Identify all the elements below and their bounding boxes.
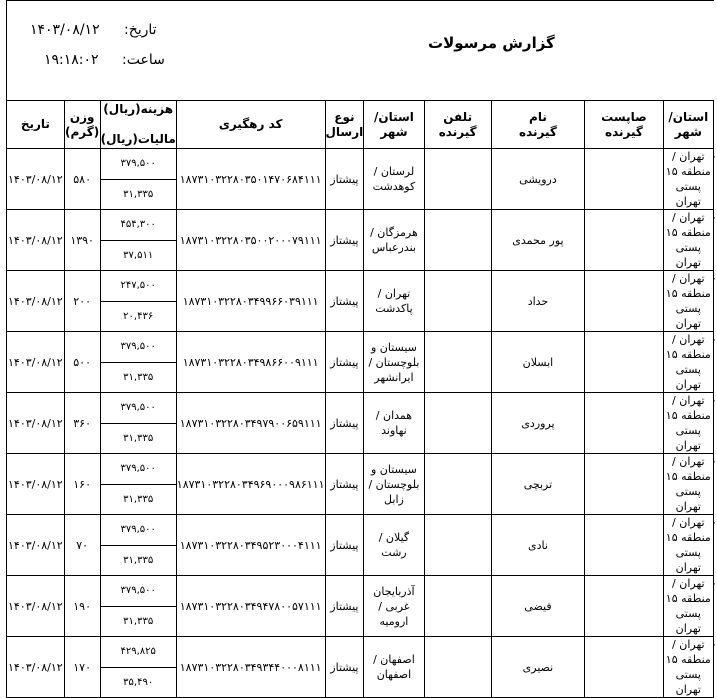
cell-recipient-phone bbox=[424, 210, 491, 271]
cell-sender-phone bbox=[585, 393, 663, 454]
cell-recipient-name: پور محمدی bbox=[491, 210, 585, 271]
cell-edge-text: ۰ bbox=[711, 272, 717, 285]
cell-sender-phone bbox=[585, 332, 663, 393]
cell-origin: تهران / منطقه ۱۵ پستی تهران ۰ bbox=[663, 454, 713, 515]
cell-tracking-code: ۱۸۷۳۱۰۳۲۲۸۰۳۴۹۵۲۳۰۰۰۴۱۱۱ bbox=[176, 515, 325, 576]
cell-sender-phone bbox=[585, 515, 663, 576]
col-header-recipient-name: نام گیرنده bbox=[491, 101, 585, 149]
cell-ship-type: پیشتاز bbox=[325, 637, 364, 698]
col-header-destination: استان/ شهر bbox=[364, 101, 424, 149]
report-title: گزارش مرسولات bbox=[428, 34, 555, 52]
cell-cost-tax bbox=[100, 393, 176, 454]
cell-weight: ۵۸۰ bbox=[64, 149, 100, 210]
cell-recipient-name: حداد bbox=[491, 271, 585, 332]
table-row bbox=[7, 332, 714, 393]
col-header-ship-type: نوع ارسال bbox=[325, 101, 364, 149]
cell-date: ۱۴۰۳/۰۸/۱۲ bbox=[7, 515, 65, 576]
cell-cost-tax bbox=[100, 515, 176, 576]
cell-cost-tax bbox=[100, 149, 176, 210]
cell-destination: گیلان / رشت bbox=[364, 515, 424, 576]
cell-origin: تهران / منطقه ۱۵ پستی تهران ۰ bbox=[663, 393, 713, 454]
cell-weight: ۱۹۰ bbox=[64, 576, 100, 637]
cost-value: ۳۷۹,۵۰۰ bbox=[101, 332, 176, 363]
cell-destination: آذربایجان غربی / ارومیه bbox=[364, 576, 424, 637]
cell-edge-text: ۰ bbox=[711, 577, 717, 590]
col-header-weight: وزن (گرم) bbox=[64, 101, 100, 149]
tax-value: ۲۰,۴۳۶ bbox=[123, 310, 154, 322]
cell-origin: تهران / منطقه ۱۵ پستی تهران ۰ bbox=[663, 332, 713, 393]
cell-tracking-code: ۱۸۷۳۱۰۳۲۲۸۰۳۴۹۹۶۶۰۳۹۱۱۱ bbox=[176, 271, 325, 332]
cell-edge-text: ۰ bbox=[711, 150, 717, 163]
cell-sender-phone bbox=[585, 454, 663, 515]
cell-origin: تهران / منطقه ۱۵ پستی تهران ۰ bbox=[663, 637, 713, 698]
cell-date: ۱۴۰۳/۰۸/۱۲ bbox=[7, 393, 65, 454]
cell-date: ۱۴۰۳/۰۸/۱۲ bbox=[7, 454, 65, 515]
shipments-table bbox=[6, 100, 717, 698]
cell-recipient-name: پروردی bbox=[491, 393, 585, 454]
cell-recipient-phone bbox=[424, 149, 491, 210]
col-header-sender-phone: صاپست گیرنده bbox=[585, 101, 663, 149]
cell-cost-tax bbox=[100, 454, 176, 515]
col-header-origin: استان/ شهر bbox=[663, 101, 713, 149]
cost-value: ۳۷۹,۵۰۰ bbox=[101, 515, 176, 546]
cell-sender-phone bbox=[585, 637, 663, 698]
cell-recipient-phone bbox=[424, 332, 491, 393]
cell-destination: همدان / نهاوند bbox=[364, 393, 424, 454]
cell-date: ۱۴۰۳/۰۸/۱۲ bbox=[7, 576, 65, 637]
cell-edge-text: ۰ bbox=[711, 638, 717, 651]
cell-weight: ۱۳۹۰ bbox=[64, 210, 100, 271]
cell-destination: هرمزگان / بندرعباس bbox=[364, 210, 424, 271]
cell-sender-phone bbox=[585, 149, 663, 210]
col-header-date: تاریخ bbox=[7, 101, 65, 149]
cell-recipient-name: نصیری bbox=[491, 637, 585, 698]
cell-date: ۱۴۰۳/۰۸/۱۲ bbox=[7, 332, 65, 393]
cost-value: ۴۲۹,۸۲۵ bbox=[101, 637, 176, 668]
tax-value: ۳۱,۳۳۵ bbox=[123, 432, 154, 444]
cell-weight: ۱۶۰ bbox=[64, 454, 100, 515]
tax-value: ۳۱,۳۳۵ bbox=[123, 493, 154, 505]
cell-ship-type: پیشتاز bbox=[325, 515, 364, 576]
tax-value: ۳۷,۵۱۱ bbox=[123, 249, 154, 261]
report-time-value: ۱۹:۱۸:۰۲ bbox=[44, 52, 99, 68]
cell-ship-type: پیشتاز bbox=[325, 210, 364, 271]
tax-value: ۳۱,۳۳۵ bbox=[123, 188, 154, 200]
table-row bbox=[7, 637, 714, 698]
cell-edge-text: ۰ bbox=[711, 211, 717, 224]
cell-cost-tax bbox=[100, 210, 176, 271]
cost-value: ۳۷۹,۵۰۰ bbox=[101, 454, 176, 485]
report-time-label: ساعت: bbox=[122, 52, 165, 68]
cell-tracking-code: ۱۸۷۳۱۰۳۲۲۸۰۳۵۰۰۲۰۰۰۷۹۱۱۱ bbox=[176, 210, 325, 271]
cell-cost-tax bbox=[100, 332, 176, 393]
cell-tracking-code: ۱۸۷۳۱۰۳۲۲۸۰۳۴۹۴۷۸۰۰۵۷۱۱۱ bbox=[176, 576, 325, 637]
cell-origin: تهران / منطقه ۱۵ پستی تهران ۰ bbox=[663, 515, 713, 576]
cell-date: ۱۴۰۳/۰۸/۱۲ bbox=[7, 271, 65, 332]
cell-recipient-name: تربچی bbox=[491, 454, 585, 515]
cell-recipient-name: فیضی bbox=[491, 576, 585, 637]
tax-value: ۳۱,۳۳۵ bbox=[123, 371, 154, 383]
cell-origin: تهران / منطقه ۱۵ پستی تهران ۰ bbox=[663, 210, 713, 271]
cell-recipient-name: نادی bbox=[491, 515, 585, 576]
cell-recipient-phone bbox=[424, 576, 491, 637]
cell-recipient-name: ابسلان bbox=[491, 332, 585, 393]
cell-ship-type: پیشتاز bbox=[325, 149, 364, 210]
table-header-row bbox=[7, 101, 714, 149]
cell-weight: ۳۶۰ bbox=[64, 393, 100, 454]
cost-value: ۳۷۹,۵۰۰ bbox=[101, 576, 176, 607]
cell-edge-text: ۰ bbox=[711, 516, 717, 529]
cell-cost-tax bbox=[100, 637, 176, 698]
tax-value: ۳۵,۴۹۰ bbox=[123, 676, 154, 688]
cell-tracking-code: ۱۸۷۳۱۰۳۲۲۸۰۳۴۹۶۹۰۰۰۹۸۶۱۱۱ bbox=[176, 454, 325, 515]
cell-recipient-phone bbox=[424, 393, 491, 454]
table-row bbox=[7, 210, 714, 271]
cell-recipient-phone bbox=[424, 454, 491, 515]
cell-sender-phone bbox=[585, 576, 663, 637]
cell-destination: سیستان و بلوچستان / زابل bbox=[364, 454, 424, 515]
col-header-tracking: کد رهگیری bbox=[176, 101, 325, 149]
cell-cost-tax bbox=[100, 576, 176, 637]
cell-destination: تهران / پاکدشت bbox=[364, 271, 424, 332]
table-row bbox=[7, 393, 714, 454]
cell-ship-type: پیشتاز bbox=[325, 576, 364, 637]
cost-value: ۳۷۹,۵۰۰ bbox=[101, 149, 176, 180]
cell-cost-tax bbox=[100, 271, 176, 332]
cell-recipient-name: درویشی bbox=[491, 149, 585, 210]
table-row bbox=[7, 271, 714, 332]
cell-destination: لرستان / کوهدشت bbox=[364, 149, 424, 210]
cell-date: ۱۴۰۳/۰۸/۱۲ bbox=[7, 637, 65, 698]
col-header-recipient-phone: تلفن گیرنده bbox=[424, 101, 491, 149]
cell-tracking-code: ۱۸۷۳۱۰۳۲۲۸۰۳۴۹۷۹۰۰۶۵۹۱۱۱ bbox=[176, 393, 325, 454]
cell-tracking-code: ۱۸۷۳۱۰۳۲۲۸۰۳۴۹۳۴۴۰۰۰۸۱۱۱ bbox=[176, 637, 325, 698]
cost-value: ۳۷۹,۵۰۰ bbox=[101, 393, 176, 424]
cell-weight: ۷۰ bbox=[64, 515, 100, 576]
cost-value: ۴۵۴,۳۰۰ bbox=[101, 210, 176, 241]
table-row bbox=[7, 149, 714, 210]
cell-weight: ۱۷۰ bbox=[64, 637, 100, 698]
cell-tracking-code: ۱۸۷۳۱۰۳۲۲۸۰۳۵۰۱۴۷۰۶۸۴۱۱۱ bbox=[176, 149, 325, 210]
tax-value: ۳۱,۳۳۵ bbox=[123, 554, 154, 566]
table-row bbox=[7, 515, 714, 576]
cell-weight: ۲۰۰ bbox=[64, 271, 100, 332]
cell-edge-text: ۰ bbox=[711, 333, 717, 346]
cell-origin: تهران / منطقه ۱۵ پستی تهران ۰ bbox=[663, 149, 713, 210]
report-date-value: ۱۴۰۳/۰۸/۱۲ bbox=[30, 22, 100, 38]
cost-value: ۲۴۷,۵۰۰ bbox=[101, 271, 176, 302]
cell-recipient-phone bbox=[424, 515, 491, 576]
cell-weight: ۵۰۰ bbox=[64, 332, 100, 393]
cell-date: ۱۴۰۳/۰۸/۱۲ bbox=[7, 149, 65, 210]
report-date-label: تاریخ: bbox=[124, 22, 157, 38]
cell-origin: تهران / منطقه ۱۵ پستی تهران ۰ bbox=[663, 271, 713, 332]
cell-ship-type: پیشتاز bbox=[325, 454, 364, 515]
cell-sender-phone bbox=[585, 271, 663, 332]
cell-recipient-phone bbox=[424, 271, 491, 332]
tax-value: ۳۱,۳۳۵ bbox=[123, 615, 154, 627]
cell-date: ۱۴۰۳/۰۸/۱۲ bbox=[7, 210, 65, 271]
table-row bbox=[7, 454, 714, 515]
cell-tracking-code: ۱۸۷۳۱۰۳۲۲۸۰۳۴۹۸۶۶۰۰۹۱۱۱ bbox=[176, 332, 325, 393]
col-header-cost-tax: هزینه(ریال) مالیات(ریال) bbox=[100, 101, 176, 149]
cell-destination: سیستان و بلوچستان / ایرانشهر bbox=[364, 332, 424, 393]
cell-ship-type: پیشتاز bbox=[325, 271, 364, 332]
cell-ship-type: پیشتاز bbox=[325, 393, 364, 454]
cell-ship-type: پیشتاز bbox=[325, 332, 364, 393]
cell-destination: اصفهان / اصفهان bbox=[364, 637, 424, 698]
cell-edge-text: ۰ bbox=[711, 455, 717, 468]
cell-recipient-phone bbox=[424, 637, 491, 698]
table-row bbox=[7, 576, 714, 637]
cell-sender-phone bbox=[585, 210, 663, 271]
cell-edge-text: ۰ bbox=[711, 394, 717, 407]
cell-origin: تهران / منطقه ۱۵ پستی تهران ۰ bbox=[663, 576, 713, 637]
